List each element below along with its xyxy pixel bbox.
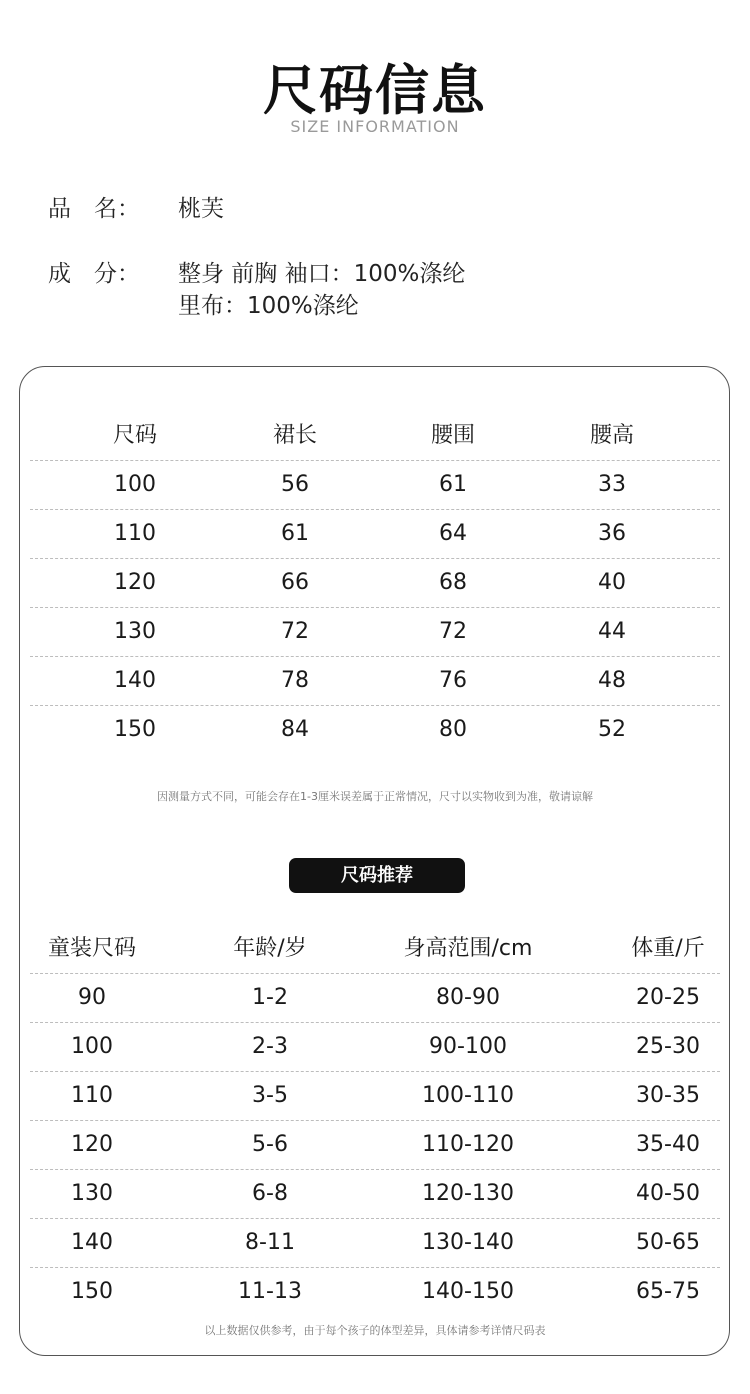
table-cell: 68	[439, 570, 467, 595]
table-cell: 140	[71, 1230, 113, 1255]
header-cell: 尺码	[112, 423, 157, 448]
table-cell: 150	[71, 1279, 113, 1304]
table-cell: 48	[598, 668, 626, 693]
table-cell: 76	[439, 668, 467, 693]
material-line-1: 整身 前胸 袖口：100%涤纶	[178, 261, 466, 287]
header-cell: 腰围	[430, 423, 475, 448]
table-cell: 2-3	[252, 1034, 288, 1059]
table-cell: 20-25	[636, 985, 700, 1010]
header-cell: 身高范围/cm	[403, 936, 533, 961]
recommend-note: 以上数据仅供参考，由于每个孩子的体型差异，具体请参考详情尺码表	[204, 1324, 546, 1337]
table-cell: 100	[114, 472, 156, 497]
table-row	[30, 608, 720, 657]
header-cell: 体重/斤	[631, 936, 705, 961]
table-cell: 120	[71, 1132, 113, 1157]
table-cell: 80	[439, 717, 467, 742]
table-cell: 36	[598, 521, 626, 546]
recommend-badge: 尺码推荐	[289, 858, 465, 893]
table-cell: 64	[439, 521, 467, 546]
table-cell: 65-75	[636, 1279, 700, 1304]
table-row	[30, 510, 720, 559]
table-row	[30, 1023, 720, 1072]
table-cell: 100	[71, 1034, 113, 1059]
table-cell: 50-65	[636, 1230, 700, 1255]
header-cell: 年龄/岁	[233, 936, 307, 961]
table-cell: 130-140	[422, 1230, 514, 1255]
header-cell: 腰高	[589, 423, 634, 448]
table-cell: 3-5	[252, 1083, 288, 1108]
table-row	[30, 1121, 720, 1170]
table-cell: 5-6	[252, 1132, 288, 1157]
table-row	[30, 1170, 720, 1219]
size-table	[30, 412, 720, 754]
page-subtitle: SIZE INFORMATION	[290, 117, 460, 136]
header-cell: 裙长	[272, 423, 317, 448]
recommend-table-header	[30, 925, 720, 974]
table-row	[30, 1219, 720, 1268]
table-cell: 150	[114, 717, 156, 742]
table-cell: 120-130	[422, 1181, 514, 1206]
table-row	[30, 974, 720, 1023]
table-cell: 52	[598, 717, 626, 742]
table-row	[30, 1268, 720, 1316]
table-cell: 84	[281, 717, 309, 742]
table-cell: 100-110	[422, 1083, 514, 1108]
table-cell: 120	[114, 570, 156, 595]
name-label: 品 名：	[48, 196, 140, 222]
table-cell: 72	[281, 619, 309, 644]
recommend-table	[30, 925, 720, 1316]
table-cell: 110	[114, 521, 156, 546]
table-cell: 6-8	[252, 1181, 288, 1206]
table-cell: 66	[281, 570, 309, 595]
table-cell: 90-100	[429, 1034, 507, 1059]
table-cell: 44	[598, 619, 626, 644]
table-cell: 110-120	[422, 1132, 514, 1157]
table-cell: 40-50	[636, 1181, 700, 1206]
page-title: 尺码信息	[263, 59, 487, 122]
table-cell: 78	[281, 668, 309, 693]
table-cell: 130	[71, 1181, 113, 1206]
size-table-note: 因测量方式不同，可能会存在1-3厘米误差属于正常情况，尺寸以实物收到为准，敬请谅解	[157, 790, 593, 803]
table-row	[30, 1072, 720, 1121]
table-cell: 25-30	[636, 1034, 700, 1059]
table-cell: 40	[598, 570, 626, 595]
header-cell: 童装尺码	[47, 936, 136, 961]
table-cell: 110	[71, 1083, 113, 1108]
table-cell: 8-11	[245, 1230, 295, 1255]
table-cell: 130	[114, 619, 156, 644]
table-cell: 140	[114, 668, 156, 693]
table-cell: 61	[281, 521, 309, 546]
name-value: 桃芙	[178, 196, 224, 222]
material-line-2: 里布：100%涤纶	[178, 293, 359, 319]
table-row	[30, 559, 720, 608]
table-cell: 1-2	[252, 985, 288, 1010]
table-row	[30, 461, 720, 510]
table-cell: 35-40	[636, 1132, 700, 1157]
table-cell: 11-13	[238, 1279, 302, 1304]
table-cell: 80-90	[436, 985, 500, 1010]
table-row	[30, 657, 720, 706]
size-table-header	[30, 412, 720, 461]
table-cell: 56	[281, 472, 309, 497]
table-cell: 90	[78, 985, 106, 1010]
table-cell: 33	[598, 472, 626, 497]
table-cell: 61	[439, 472, 467, 497]
table-cell: 30-35	[636, 1083, 700, 1108]
table-cell: 140-150	[422, 1279, 514, 1304]
material-label: 成 分：	[48, 261, 140, 287]
table-cell: 72	[439, 619, 467, 644]
table-row	[30, 706, 720, 754]
